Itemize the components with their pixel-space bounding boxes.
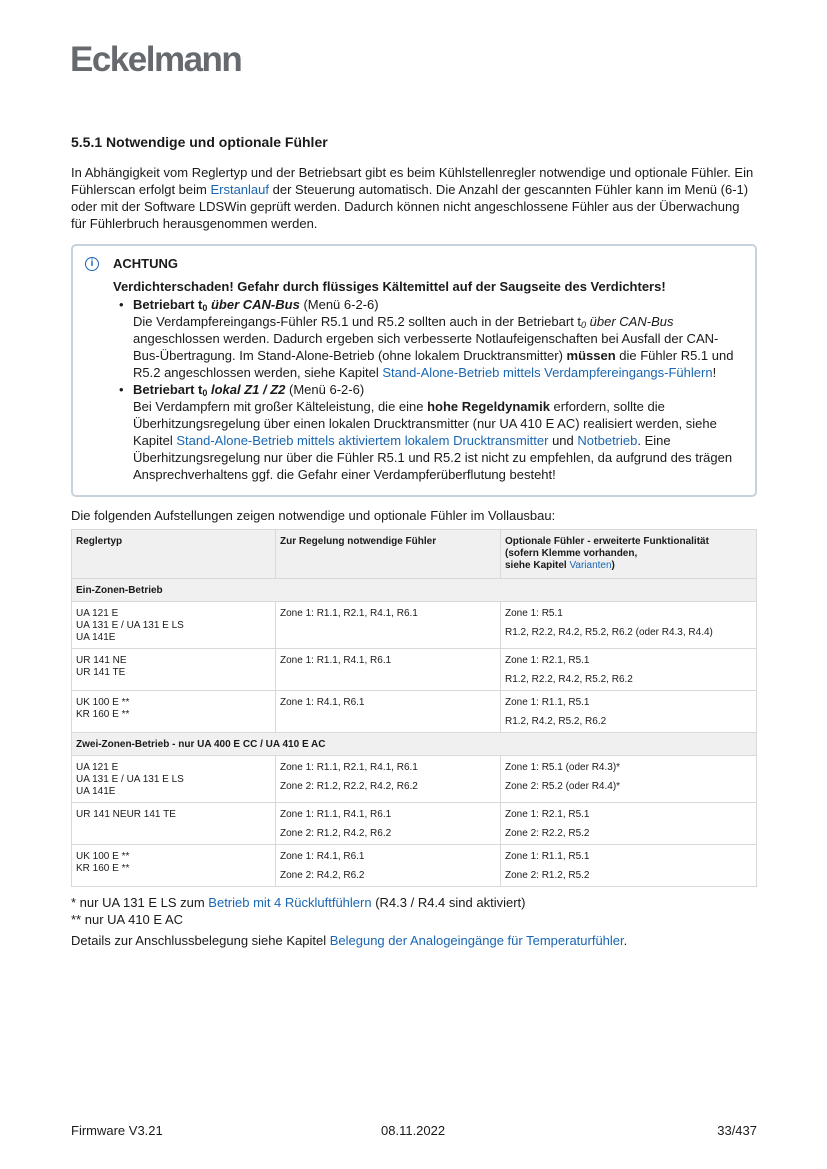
- warning-bullet-1: • Betriebart $t_0$ über CAN-Bus (Menü 6-2-6) Die Verdampfereingangs-Fühler R5.1 und R5.2 sollten auch in der Betriebart $t_0$ über CAN-Bus angeschlossen werden. Dadurch ergeben sich verbesserte Notlaufeigenschaften bei Ausfall der CAN-Bus-Übertragung. Im Stand-Alone-Betrieb (ohne lokalem Drucktransmitter) müssen die Fühler R5.1 und R5.2 angeschlossen werden, siehe Kapitel Stand-Alone-Betrieb mittels Verdampfereingangs-Fühlern!: [119, 297, 734, 380]
- warning-title: Verdichterschaden! Gefahr durch flüssiges Kältemittel auf der Saugseite des Verdichters!: [113, 279, 666, 294]
- page-number: 33/437: [717, 1123, 757, 1138]
- document-date: 08.11.2022: [381, 1123, 446, 1138]
- stand-alone-fuehler-link[interactable]: Stand-Alone-Betrieb mittels Verdampfereingangs-Fühlern: [382, 365, 713, 380]
- col-notwendig: Zur Regelung notwendige Fühler: [276, 530, 501, 579]
- footnote-1: * nur UA 131 E LS zum Betrieb mit 4 Rückluftfühlern (R4.3 / R4.4 sind aktiviert): [71, 895, 526, 910]
- stand-alone-drucktransmitter-link[interactable]: Stand-Alone-Betrieb mittels aktiviertem lokalem Drucktransmitter: [176, 433, 549, 448]
- warning-header: [85, 256, 745, 271]
- firmware-version: Firmware V3.21: [71, 1123, 163, 1138]
- erstanlauf-link[interactable]: Erstanlauf: [210, 182, 269, 197]
- info-icon: i: [85, 257, 99, 271]
- analogeingaenge-link[interactable]: Belegung der Analogeingänge für Temperaturfühler: [329, 933, 624, 948]
- col-optional: Optionale Fühler - erweiterte Funktionalität (sofern Klemme vorhanden, siehe Kapitel Varianten): [501, 530, 757, 579]
- table-lead: Die folgenden Aufstellungen zeigen notwendige und optionale Fühler im Vollausbau:: [71, 508, 556, 523]
- rueckluftfuehler-link[interactable]: Betrieb mit 4 Rückluftfühlern: [208, 895, 372, 910]
- footnotes: [71, 894, 757, 949]
- warning-bullet-2: • Betriebart $t_0$ lokal Z1 / Z2 (Menü 6-2-6) Bei Verdampfern mit großer Kälteleistung, die eine hohe Regeldynamik erfordern, sollte die Überhitzungsregelung über einen lokalen Drucktransmitter (nur UA 410 E AC) realisiert werden, siehe Kapitel Stand-Alone-Betrieb mittels aktiviertem lokalem Drucktransmitter und Notbetrieb. Eine Überhitzungsregelung nur über die Fühler R5.1 und R5.2 ist nicht zu empfehlen, da aufgrund des trägen Ansprechverhaltens ggf. die Gefahr einer Verdampferüberflutung besteht!: [119, 382, 733, 482]
- table-row: UR 141 NEUR 141 TE Zone 1: R1.1, R4.1, R6.1 Zone 2: R1.2, R4.2, R6.2 Zone 1: R2.1, R5.1 Zone 2: R2.2, R5.2: [72, 803, 757, 845]
- footnote-2: ** nur UA 410 E AC: [71, 912, 184, 927]
- varianten-link[interactable]: Varianten: [569, 560, 612, 571]
- main-content: [71, 134, 757, 949]
- table-section-row: Zwei-Zonen-Betrieb - nur UA 400 E CC / UA 410 E AC: [72, 733, 757, 756]
- warning-box: [71, 244, 757, 497]
- warning-label: ACHTUNG: [113, 256, 178, 271]
- details-note: Details zur Anschlussbelegung siehe Kapitel Belegung der Analogeingänge für Temperaturfühler.: [71, 933, 628, 948]
- table-row: UK 100 E ** KR 160 E ** Zone 1: R4.1, R6.1 Zone 2: R4.2, R6.2 Zone 1: R1.1, R5.1 Zone 2: R1.2, R5.2: [72, 845, 757, 887]
- table-header-row: [72, 530, 757, 579]
- table-row: UK 100 E ** KR 160 E ** Zone 1: R4.1, R6.1 Zone 1: R1.1, R5.1 R1.2, R4.2, R5.2, R6.2: [72, 691, 757, 733]
- table-row: UA 121 E UA 131 E / UA 131 E LS UA 141E Zone 1: R1.1, R2.1, R4.1, R6.1 Zone 2: R1.2, R2.2, R4.2, R6.2 Zone 1: R5.1 (oder R4.3)* Zone 2: R5.2 (oder R4.4)*: [72, 756, 757, 803]
- eckelmann-logo: Eckelmann: [70, 40, 242, 79]
- section-heading: 5.5.1 Notwendige und optionale Fühler: [71, 134, 328, 150]
- notbetrieb-link[interactable]: Notbetrieb: [577, 433, 638, 448]
- table-row: UA 121 E UA 131 E / UA 131 E LS UA 141E Zone 1: R1.1, R2.1, R4.1, R6.1 Zone 1: R5.1 R1.2, R2.2, R4.2, R5.2, R6.2 (oder R4.3, R4.4): [72, 602, 757, 649]
- intro-paragraph: In Abhängigkeit vom Reglertyp und der Betriebsart gibt es beim Kühlstellenregler notwendige und optionale Fühler. Ein Fühlerscan erfolgt beim Erstanlauf der Steuerung automatisch. Die Anzahl der gescannten Fühler kann im Menü (6-1) oder mit der Software LDSWin geprüft werden. Dadurch können nicht angeschlossene Fühler aus der Überwachung für Fühlerbruch herausgenommen werden.: [71, 165, 754, 231]
- sensor-table: [71, 529, 757, 887]
- table-section-row: Ein-Zonen-Betrieb: [72, 579, 757, 602]
- table-row: UR 141 NE UR 141 TE Zone 1: R1.1, R4.1, R6.1 Zone 1: R2.1, R5.1 R1.2, R2.2, R4.2, R5.2, R6.2: [72, 649, 757, 691]
- col-reglertyp: Reglertyp: [72, 530, 276, 579]
